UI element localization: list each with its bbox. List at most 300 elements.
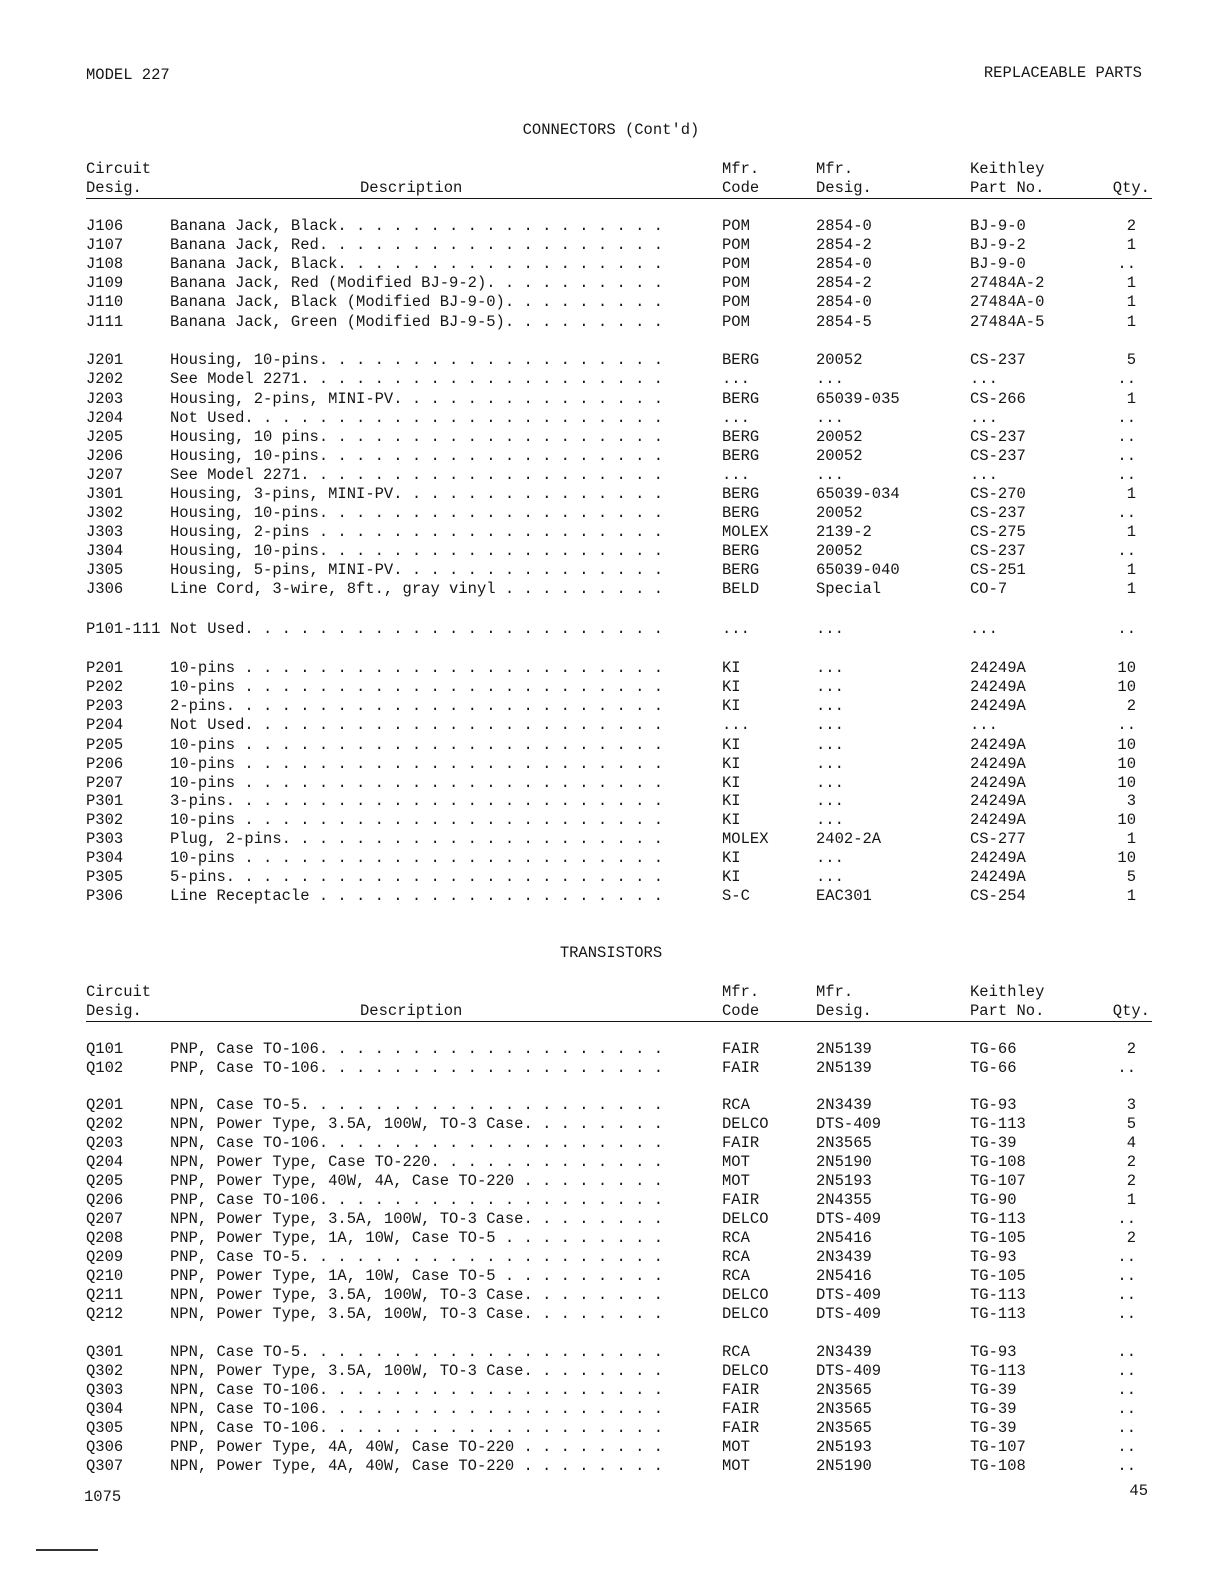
table-row <box>0 1191 1222 1210</box>
quantity: 1 <box>1126 561 1136 579</box>
mfr-designation: 2N5139 <box>816 1040 872 1058</box>
mfr-designation: 2N4355 <box>816 1191 872 1209</box>
description: 5-pins. . . . <box>170 868 675 887</box>
description: PNP, Case TO-106. . . . <box>170 1059 675 1078</box>
quantity: 10 <box>1117 774 1136 792</box>
keithley-part-number: TG-39 <box>970 1419 1017 1437</box>
circuit-designation: J111 <box>86 313 124 331</box>
circuit-designation: Q206 <box>86 1191 124 1209</box>
mfr-code: KI <box>722 792 741 810</box>
circuit-designation: J204 <box>86 409 124 427</box>
circuit-designation: Q307 <box>86 1457 124 1475</box>
mfr-code: ... <box>722 370 750 388</box>
keithley-part-number: TG-93 <box>970 1096 1017 1114</box>
circuit-designation: P302 <box>86 811 124 829</box>
table-row <box>0 1381 1222 1400</box>
table-row <box>0 370 1222 389</box>
quantity: .. <box>1117 1457 1136 1475</box>
mfr-designation: 2N3439 <box>816 1343 872 1361</box>
mfr-code: RCA <box>722 1096 750 1114</box>
mfr-code: RCA <box>722 1267 750 1285</box>
mfr-code: FAIR <box>722 1040 760 1058</box>
table-row <box>0 755 1222 774</box>
mfr-code: BELD <box>722 580 760 598</box>
mfr-designation: 2N3439 <box>816 1096 872 1114</box>
keithley-part-number: TG-66 <box>970 1040 1017 1058</box>
mfr-code: MOLEX <box>722 830 769 848</box>
quantity: 2 <box>1126 217 1136 235</box>
mfr-code: POM <box>722 293 750 311</box>
mfr-designation: DTS-409 <box>816 1286 882 1304</box>
col-part-1: Keithley <box>970 983 1045 1001</box>
col-qty: Qty. <box>1112 179 1150 197</box>
col-circuit-2: Desig. <box>86 1002 142 1020</box>
mfr-designation: 2854-2 <box>816 236 872 254</box>
circuit-designation: P207 <box>86 774 124 792</box>
circuit-designation: P303 <box>86 830 124 848</box>
quantity: 1 <box>1126 485 1136 503</box>
quantity: 1 <box>1126 236 1136 254</box>
mfr-designation: 2N3565 <box>816 1400 872 1418</box>
description: See Model 2271. . . . <box>170 466 675 485</box>
table-row <box>0 1115 1222 1134</box>
mfr-code: ... <box>722 620 750 638</box>
circuit-designation: P101-111 <box>86 620 161 638</box>
mfr-code: POM <box>722 313 750 331</box>
col-description: Description <box>360 1002 463 1020</box>
mfr-designation: 20052 <box>816 428 863 446</box>
description: PNP, Power Type, 4A, 40W, Case TO-220 . . . <box>170 1438 675 1457</box>
description: NPN, Case TO-5. . . . <box>170 1096 675 1115</box>
keithley-part-number: CS-275 <box>970 523 1026 541</box>
mfr-code: BERG <box>722 447 760 465</box>
table-row <box>0 736 1222 755</box>
description: 10-pins . . . <box>170 849 675 868</box>
mfr-designation: 65039-040 <box>816 561 900 579</box>
mfr-code: POM <box>722 255 750 273</box>
keithley-part-number: BJ-9-0 <box>970 217 1026 235</box>
description: PNP, Case TO-106. . . . <box>170 1191 675 1210</box>
circuit-designation: J109 <box>86 274 124 292</box>
quantity: 10 <box>1117 736 1136 754</box>
mfr-code: POM <box>722 217 750 235</box>
mfr-code: BERG <box>722 428 760 446</box>
keithley-part-number: 27484A-5 <box>970 313 1045 331</box>
mfr-code: FAIR <box>722 1191 760 1209</box>
quantity: .. <box>1117 1419 1136 1437</box>
description: NPN, Case TO-106. . . . <box>170 1381 675 1400</box>
circuit-designation: J303 <box>86 523 124 541</box>
quantity: .. <box>1117 466 1136 484</box>
table-row <box>0 313 1222 332</box>
col-part-2: Part No. <box>970 179 1045 197</box>
circuit-designation: P201 <box>86 659 124 677</box>
keithley-part-number: TG-113 <box>970 1210 1026 1228</box>
keithley-part-number: 24249A <box>970 755 1026 773</box>
description: See Model 2271. . . . <box>170 370 675 389</box>
table-row <box>0 1286 1222 1305</box>
circuit-designation: J305 <box>86 561 124 579</box>
table-row <box>0 293 1222 312</box>
keithley-part-number: BJ-9-0 <box>970 255 1026 273</box>
description: PNP, Power Type, 1A, 10W, Case TO-5 . . . <box>170 1267 675 1286</box>
mfr-code: MOT <box>722 1172 750 1190</box>
quantity: 3 <box>1126 792 1136 810</box>
table-row <box>0 1153 1222 1172</box>
description: 10-pins . . . <box>170 811 675 830</box>
description: PNP, Case TO-106. . . . <box>170 1040 675 1059</box>
mfr-designation: 2N3565 <box>816 1419 872 1437</box>
description: NPN, Power Type, 3.5A, 100W, TO-3 Case. . . . <box>170 1362 675 1381</box>
description: NPN, Power Type, 3.5A, 100W, TO-3 Case. . . . <box>170 1286 675 1305</box>
keithley-part-number: CS-251 <box>970 561 1026 579</box>
mfr-code: DELCO <box>722 1362 769 1380</box>
table-row <box>0 697 1222 716</box>
circuit-designation: Q306 <box>86 1438 124 1456</box>
keithley-part-number: ... <box>970 409 998 427</box>
table-row <box>0 504 1222 523</box>
quantity: 1 <box>1126 887 1136 905</box>
circuit-designation: J107 <box>86 236 124 254</box>
circuit-designation: Q205 <box>86 1172 124 1190</box>
keithley-part-number: 24249A <box>970 678 1026 696</box>
quantity: 1 <box>1126 1191 1136 1209</box>
circuit-designation: Q305 <box>86 1419 124 1437</box>
quantity: 10 <box>1117 849 1136 867</box>
circuit-designation: J301 <box>86 485 124 503</box>
description: Housing, 10-pins. . . . <box>170 447 675 466</box>
footer-document-number: 1075 <box>84 1488 122 1506</box>
quantity: 2 <box>1126 697 1136 715</box>
keithley-part-number: CS-254 <box>970 887 1026 905</box>
quantity: .. <box>1117 370 1136 388</box>
circuit-designation: Q203 <box>86 1134 124 1152</box>
keithley-part-number: TG-113 <box>970 1305 1026 1323</box>
mfr-code: FAIR <box>722 1381 760 1399</box>
description: Banana Jack, Red. . . . <box>170 236 675 255</box>
mfr-code: FAIR <box>722 1419 760 1437</box>
mfr-code: KI <box>722 736 741 754</box>
mfr-code: BERG <box>722 561 760 579</box>
quantity: 10 <box>1117 811 1136 829</box>
table-row <box>0 659 1222 678</box>
circuit-designation: Q202 <box>86 1115 124 1133</box>
circuit-designation: Q301 <box>86 1343 124 1361</box>
margin-mark <box>36 1549 98 1551</box>
table-row <box>0 1210 1222 1229</box>
mfr-designation: DTS-409 <box>816 1115 882 1133</box>
description: Not Used. . . . <box>170 620 675 639</box>
description: Not Used. . . . <box>170 716 675 735</box>
keithley-part-number: ... <box>970 370 998 388</box>
circuit-designation: J306 <box>86 580 124 598</box>
mfr-designation: ... <box>816 736 844 754</box>
keithley-part-number: TG-113 <box>970 1115 1026 1133</box>
mfr-code: DELCO <box>722 1305 769 1323</box>
description: Banana Jack, Black (Modified BJ-9-0). . . . <box>170 293 675 312</box>
keithley-part-number: CS-237 <box>970 504 1026 522</box>
mfr-code: BERG <box>722 390 760 408</box>
keithley-part-number: 24249A <box>970 774 1026 792</box>
table-row <box>0 716 1222 735</box>
keithley-part-number: 24249A <box>970 736 1026 754</box>
mfr-code: FAIR <box>722 1059 760 1077</box>
mfr-designation: 2N5139 <box>816 1059 872 1077</box>
quantity: 3 <box>1126 1096 1136 1114</box>
keithley-part-number: TG-107 <box>970 1438 1026 1456</box>
circuit-designation: Q101 <box>86 1040 124 1058</box>
mfr-code: MOT <box>722 1457 750 1475</box>
table-row <box>0 811 1222 830</box>
description: NPN, Power Type, 3.5A, 100W, TO-3 Case. . . . <box>170 1210 675 1229</box>
table-row <box>0 1172 1222 1191</box>
keithley-part-number: ... <box>970 466 998 484</box>
keithley-part-number: TG-105 <box>970 1267 1026 1285</box>
mfr-designation: 2854-2 <box>816 274 872 292</box>
circuit-designation: P301 <box>86 792 124 810</box>
mfr-designation: 2854-0 <box>816 293 872 311</box>
description: PNP, Case TO-5. . . . <box>170 1248 675 1267</box>
table-row <box>0 561 1222 580</box>
keithley-part-number: ... <box>970 716 998 734</box>
col-mfr-desig-2: Desig. <box>816 179 872 197</box>
table-row <box>0 466 1222 485</box>
circuit-designation: P202 <box>86 678 124 696</box>
table-row <box>0 428 1222 447</box>
circuit-designation: Q207 <box>86 1210 124 1228</box>
table-row <box>0 868 1222 887</box>
table-row <box>0 580 1222 599</box>
mfr-designation: 2N5193 <box>816 1172 872 1190</box>
mfr-designation: ... <box>816 792 844 810</box>
circuit-designation: Q302 <box>86 1362 124 1380</box>
table-row <box>0 1040 1222 1059</box>
keithley-part-number: 24249A <box>970 849 1026 867</box>
circuit-designation: J106 <box>86 217 124 235</box>
keithley-part-number: CS-237 <box>970 542 1026 560</box>
col-mfr-desig-1: Mfr. <box>816 983 854 1001</box>
circuit-designation: Q211 <box>86 1286 124 1304</box>
circuit-designation: J108 <box>86 255 124 273</box>
header-section: REPLACEABLE PARTS <box>983 64 1142 82</box>
description: Banana Jack, Black. . . . <box>170 217 675 236</box>
mfr-designation: 20052 <box>816 351 863 369</box>
circuit-designation: J304 <box>86 542 124 560</box>
mfr-designation: 2N3565 <box>816 1134 872 1152</box>
table-row <box>0 830 1222 849</box>
mfr-code: BERG <box>722 504 760 522</box>
keithley-part-number: 24249A <box>970 792 1026 810</box>
mfr-code: FAIR <box>722 1134 760 1152</box>
mfr-code: S-C <box>722 887 750 905</box>
quantity: .. <box>1117 255 1136 273</box>
description: Plug, 2-pins. . . . <box>170 830 675 849</box>
circuit-designation: P304 <box>86 849 124 867</box>
mfr-designation: DTS-409 <box>816 1210 882 1228</box>
table-row <box>0 447 1222 466</box>
keithley-part-number: 27484A-0 <box>970 293 1045 311</box>
mfr-code: KI <box>722 868 741 886</box>
col-part-1: Keithley <box>970 160 1045 178</box>
table-row <box>0 274 1222 293</box>
header-rule <box>86 198 1152 199</box>
table-row <box>0 523 1222 542</box>
mfr-designation: ... <box>816 659 844 677</box>
mfr-designation: DTS-409 <box>816 1305 882 1323</box>
transistors-title: TRANSISTORS <box>559 944 663 962</box>
circuit-designation: J302 <box>86 504 124 522</box>
quantity: 5 <box>1126 351 1136 369</box>
circuit-designation: P204 <box>86 716 124 734</box>
connectors-column-header <box>0 160 1222 200</box>
keithley-part-number: 24249A <box>970 811 1026 829</box>
col-mfr-desig-2: Desig. <box>816 1002 872 1020</box>
mfr-designation: 20052 <box>816 447 863 465</box>
circuit-designation: P205 <box>86 736 124 754</box>
col-circuit-1: Circuit <box>86 160 152 178</box>
table-row <box>0 620 1222 639</box>
description: Housing, 10-pins. . . . <box>170 542 675 561</box>
quantity: .. <box>1117 1248 1136 1266</box>
mfr-designation: 2N3439 <box>816 1248 872 1266</box>
quantity: 1 <box>1126 580 1136 598</box>
mfr-code: KI <box>722 811 741 829</box>
circuit-designation: Q208 <box>86 1229 124 1247</box>
table-row <box>0 792 1222 811</box>
description: Housing, 10 pins. . . . <box>170 428 675 447</box>
keithley-part-number: 24249A <box>970 868 1026 886</box>
description: Line Cord, 3-wire, 8ft., gray vinyl . . . <box>170 580 675 599</box>
keithley-part-number: CS-266 <box>970 390 1026 408</box>
circuit-designation: J110 <box>86 293 124 311</box>
keithley-part-number: 24249A <box>970 697 1026 715</box>
table-row <box>0 217 1222 236</box>
mfr-code: DELCO <box>722 1210 769 1228</box>
table-row <box>0 1457 1222 1476</box>
table-row <box>0 1134 1222 1153</box>
description: NPN, Case TO-106. . . . <box>170 1400 675 1419</box>
table-row <box>0 236 1222 255</box>
keithley-part-number: TG-39 <box>970 1400 1017 1418</box>
description: Housing, 2-pins, MINI-PV. . . . <box>170 390 675 409</box>
mfr-designation: 2N5190 <box>816 1153 872 1171</box>
mfr-code: MOLEX <box>722 523 769 541</box>
col-mfr-code-2: Code <box>722 1002 760 1020</box>
description: PNP, Power Type, 1A, 10W, Case TO-5 . . . <box>170 1229 675 1248</box>
table-row <box>0 1400 1222 1419</box>
quantity: 1 <box>1126 390 1136 408</box>
table-row <box>0 1419 1222 1438</box>
table-row <box>0 542 1222 561</box>
mfr-designation: 2N5190 <box>816 1457 872 1475</box>
connectors-title: CONNECTORS (Cont'd) <box>522 121 700 139</box>
circuit-designation: J203 <box>86 390 124 408</box>
keithley-part-number: TG-107 <box>970 1172 1026 1190</box>
circuit-designation: P206 <box>86 755 124 773</box>
mfr-code: DELCO <box>722 1286 769 1304</box>
quantity: .. <box>1117 1438 1136 1456</box>
circuit-designation: Q204 <box>86 1153 124 1171</box>
description: Banana Jack, Black. . . . <box>170 255 675 274</box>
table-row <box>0 409 1222 428</box>
keithley-part-number: TG-39 <box>970 1381 1017 1399</box>
table-row <box>0 849 1222 868</box>
keithley-part-number: TG-93 <box>970 1248 1017 1266</box>
table-row <box>0 1248 1222 1267</box>
table-row <box>0 255 1222 274</box>
keithley-part-number: TG-113 <box>970 1286 1026 1304</box>
mfr-designation: ... <box>816 716 844 734</box>
quantity: .. <box>1117 1059 1136 1077</box>
quantity: .. <box>1117 1343 1136 1361</box>
col-mfr-code-1: Mfr. <box>722 160 760 178</box>
quantity: 1 <box>1126 830 1136 848</box>
quantity: .. <box>1117 428 1136 446</box>
mfr-designation: ... <box>816 755 844 773</box>
table-row <box>0 1059 1222 1078</box>
quantity: 10 <box>1117 755 1136 773</box>
keithley-part-number: CS-237 <box>970 428 1026 446</box>
mfr-designation: 65039-034 <box>816 485 900 503</box>
circuit-designation: Q210 <box>86 1267 124 1285</box>
quantity: 5 <box>1126 868 1136 886</box>
quantity: 2 <box>1126 1229 1136 1247</box>
mfr-designation: 2N5193 <box>816 1438 872 1456</box>
table-row <box>0 1343 1222 1362</box>
circuit-designation: J202 <box>86 370 124 388</box>
mfr-designation: ... <box>816 466 844 484</box>
quantity: .. <box>1117 1210 1136 1228</box>
quantity: 2 <box>1126 1040 1136 1058</box>
mfr-code: KI <box>722 755 741 773</box>
circuit-designation: Q212 <box>86 1305 124 1323</box>
description: PNP, Power Type, 40W, 4A, Case TO-220 . . . <box>170 1172 675 1191</box>
description: NPN, Power Type, Case TO-220. . . . <box>170 1153 675 1172</box>
mfr-code: RCA <box>722 1229 750 1247</box>
mfr-code: BERG <box>722 542 760 560</box>
table-row <box>0 1096 1222 1115</box>
quantity: .. <box>1117 542 1136 560</box>
circuit-designation: Q304 <box>86 1400 124 1418</box>
description: 10-pins . . . <box>170 736 675 755</box>
quantity: 1 <box>1126 523 1136 541</box>
table-row <box>0 390 1222 409</box>
description: Not Used. . . . <box>170 409 675 428</box>
mfr-code: RCA <box>722 1248 750 1266</box>
table-row <box>0 774 1222 793</box>
col-mfr-code-2: Code <box>722 179 760 197</box>
mfr-designation: ... <box>816 868 844 886</box>
circuit-designation: P306 <box>86 887 124 905</box>
keithley-part-number: TG-113 <box>970 1362 1026 1380</box>
mfr-designation: Special <box>816 580 882 598</box>
quantity: 1 <box>1126 313 1136 331</box>
mfr-code: FAIR <box>722 1400 760 1418</box>
mfr-designation: ... <box>816 774 844 792</box>
quantity: .. <box>1117 447 1136 465</box>
mfr-designation: 65039-035 <box>816 390 900 408</box>
mfr-code: ... <box>722 466 750 484</box>
mfr-designation: 20052 <box>816 542 863 560</box>
keithley-part-number: CS-277 <box>970 830 1026 848</box>
mfr-designation: 2402-2A <box>816 830 882 848</box>
table-row <box>0 351 1222 370</box>
quantity: .. <box>1117 1362 1136 1380</box>
quantity: 10 <box>1117 678 1136 696</box>
mfr-designation: ... <box>816 697 844 715</box>
circuit-designation: Q209 <box>86 1248 124 1266</box>
table-row <box>0 1362 1222 1381</box>
